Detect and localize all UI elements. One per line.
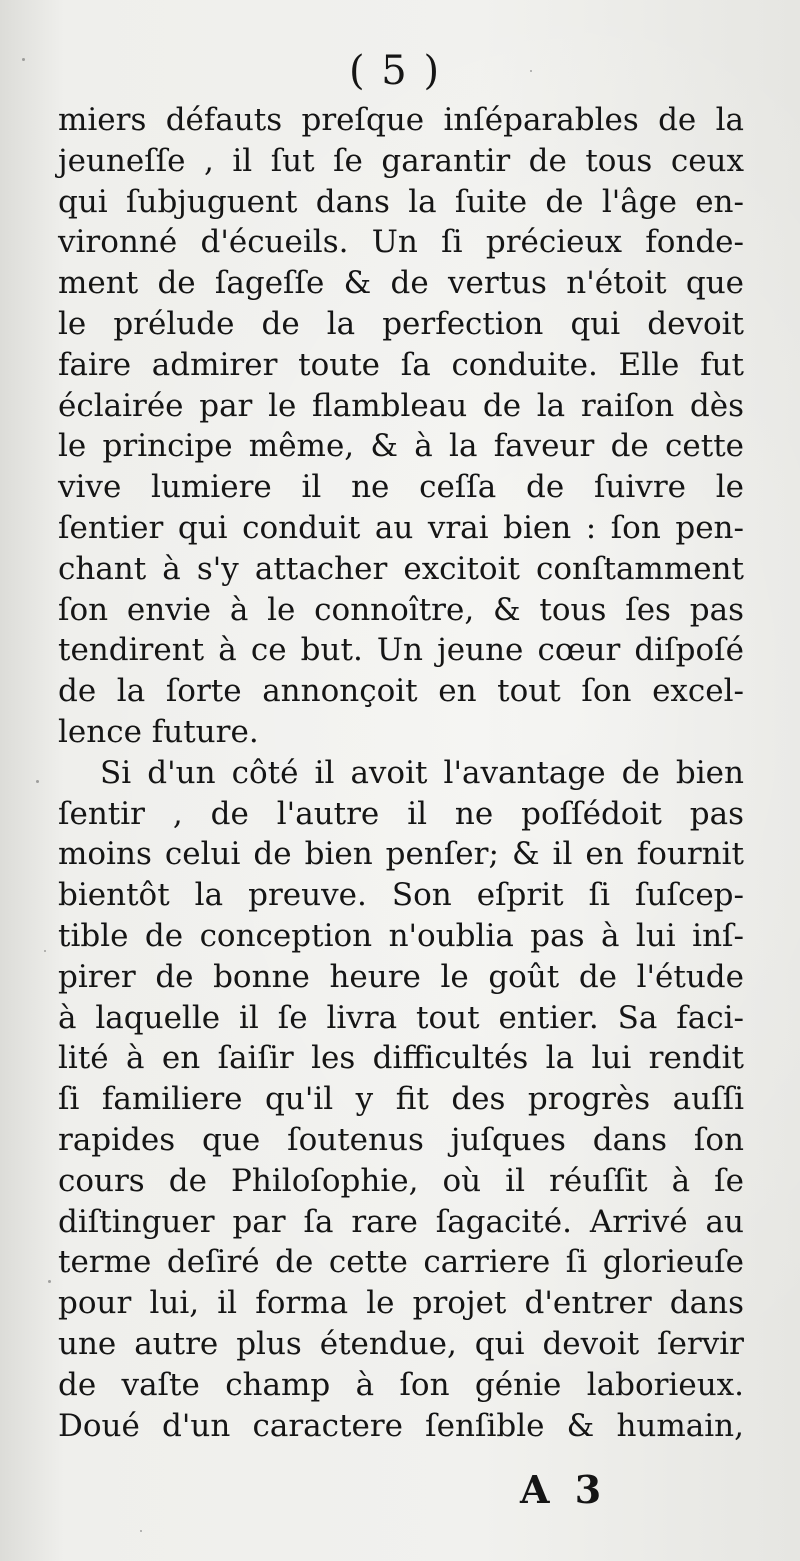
text-line: faire admirer toute ſa conduite. Elle fut [58,346,744,383]
text-line: de la ſorte annonçoit en tout ſon excel- [58,673,744,710]
text-line: le principe même, & à la faveur de cette [58,428,744,465]
text-line: miers défauts preſque inſéparables de la [58,102,744,138]
text-line: ſentier qui conduit au vrai bien : ſon pen- [58,509,744,546]
text-line: qui ſubjuguent dans la ſuite de l'âge en- [58,183,744,220]
text-line: Doué d'un caractere ſenſible & humain, [58,1407,744,1444]
text-line: pirer de bonne heure le goût de l'étude [58,958,744,995]
text-line: rapides que ſoutenus juſques dans ſon [58,1121,744,1158]
text-line: ſentir , de l'autre il ne poſſédoit pas [58,795,744,832]
text-line: lité à en ſaiſir les difficultés la lui rendit [58,1040,744,1077]
text-line: chant à s'y attacher excitoit conſtamment [58,550,744,587]
ink-speck [36,780,39,783]
signature-mark: A 3 [520,1467,608,1512]
text-line: vive lumiere il ne ceſſa de ſuivre le [58,469,744,506]
text-line: cours de Philoſophie, où il réuſſit à ſe [58,1162,744,1199]
text-line: tendirent à ce but. Un jeune cœur diſpoſé [58,632,744,669]
ink-speck [22,58,25,61]
text-line: moins celui de bien penſer; & il en fournit [58,836,744,873]
ink-speck [140,1530,142,1532]
ink-speck [44,950,46,952]
text-line: éclairée par le flambleau de la raiſon dès [58,387,744,424]
text-line: jeuneſſe , il ſut ſe garantir de tous ceux [58,142,744,179]
page-number: ( 5 ) [348,48,442,94]
text-line: bientôt la preuve. Son eſprit ſi ſuſcep- [58,877,744,914]
body-text [58,100,744,1446]
text-line: le prélude de la perfection qui devoit [58,305,744,342]
text-line: diſtinguer par ſa rare ſagacité. Arrivé au [58,1203,744,1240]
text-line: pour lui, il forma le projet d'entrer dans [58,1285,744,1322]
ink-speck [48,1280,51,1283]
text-line: vironné d'écueils. Un ſi précieux fonde- [58,224,744,261]
text-line: tible de conception n'oublia pas à lui inſ- [58,917,744,954]
ink-speck [530,70,532,72]
text-line: ment de ſageſſe & de vertus n'étoit que [58,265,744,302]
text-line: une autre plus étendue, qui devoit ſervir [58,1325,744,1362]
paragraph-start-line: Si d'un côté il avoit l'avantage de bien [100,754,744,791]
text-line: terme deſiré de cette carriere ſi glorieuſe [58,1244,744,1281]
text-line: ſi familiere qu'il y fit des progrès auſſi [58,1081,744,1118]
text-line: à laquelle il ſe livra tout entier. Sa faci- [58,999,744,1036]
text-line: de vaſte champ à ſon génie laborieux. [58,1366,744,1403]
text-line: lence future. [58,713,259,750]
text-line: ſon envie à le connoître, & tous ſes pas [58,591,744,628]
